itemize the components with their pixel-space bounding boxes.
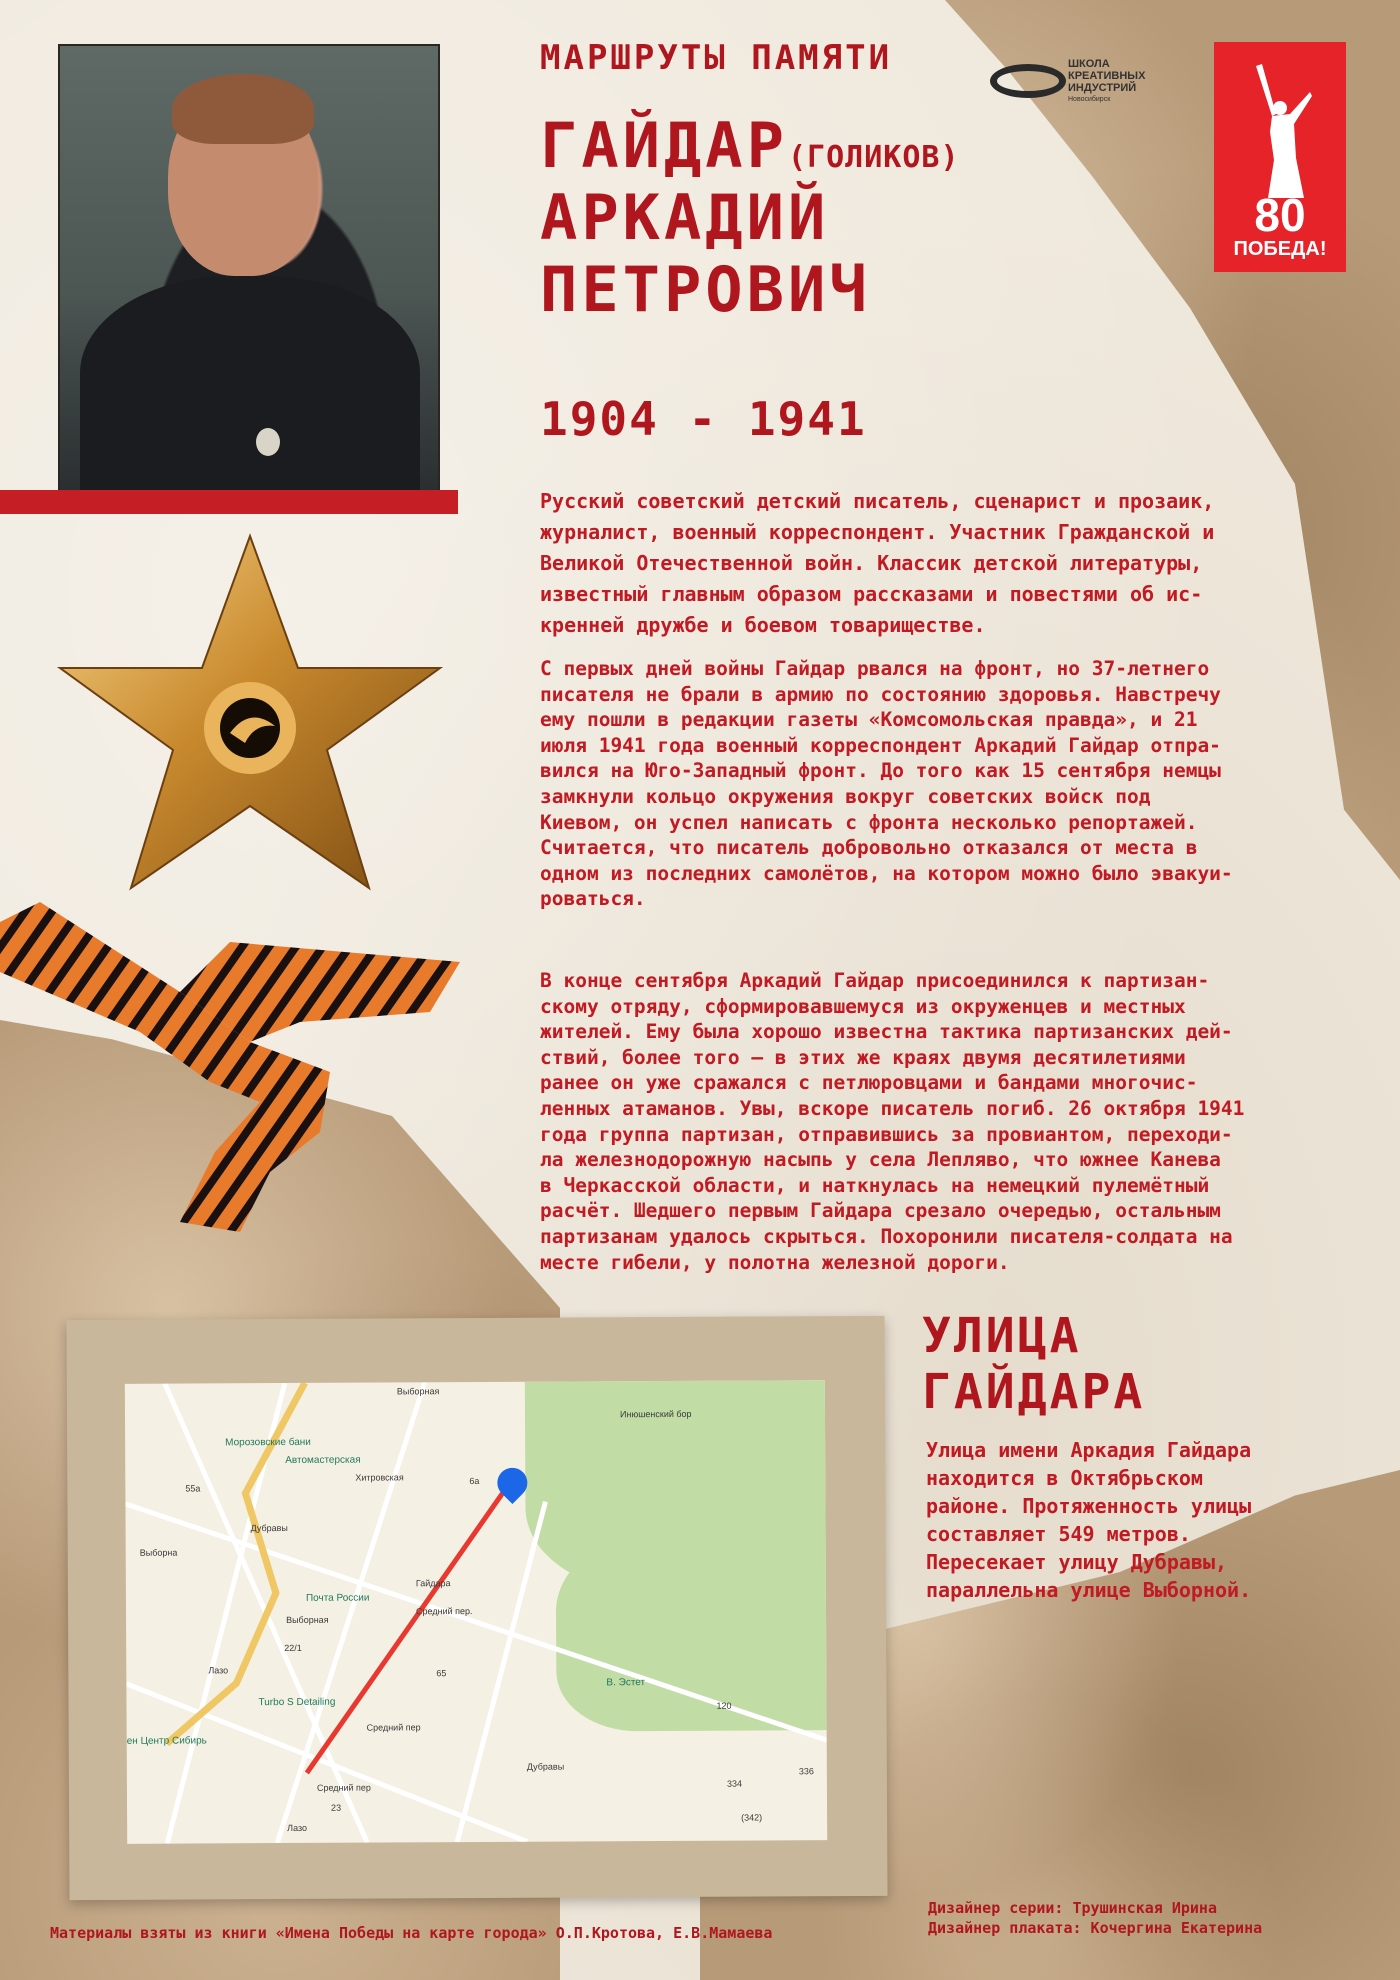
street-title — [922, 1308, 1145, 1420]
red-accent-bar — [0, 490, 458, 514]
person-name — [540, 110, 960, 326]
series-title: МАРШРУТЫ ПАМЯТИ — [540, 38, 893, 78]
map-label-23: 23 — [331, 1802, 342, 1813]
designer-credits — [928, 1898, 1262, 1938]
bio-death: В конце сентября Аркадий Гайдар присоединился к партизан- скому отряду, сформировавшемуся из окруженцев и местных жителей. Ему была хорошо известна тактика партизанских дей- ствий, более того – в этих же краях двумя десятилетиями ранее он уже сражался с петлюровцами и бандами многочис- ленных атаманов. Увы, вскоре писатель погиб. 26 октября 1941 года группа партизан, отправившись за провиантом, переходи- ла железнодорожную насыпь у села Лепляво, что южнее Канева в Черкасской области, и наткнулась на немецкий пулемётный расчёт. Шедшего первым Гайдара срезало очередью, остальным партизанам удалось скрыться. Похоронили писателя-солдата на месте гибели, у полотна железной дороги. — [540, 969, 1245, 1274]
map-label-estet: В. Эстет — [606, 1677, 646, 1689]
motherland-statue-icon — [1246, 62, 1314, 202]
life-years: 1904 - 1941 — [540, 392, 867, 446]
bio-war: С первых дней войны Гайдар рвался на фронт, но 37-летнего писателя не брали в армию по состоянию здоровья. Навстречу ему пошли в редакции газеты «Комсомольская правда», и 21 июля 1941 года военный корреспондент Аркадий Гайдар отпра- вился на Юго-Западный фронт. До того как 15 сентября немцы замкнули кольцо окружения вокруг советских войск под Киевом, он успел написать с фронта несколько репортажей. Считается, что писатель добровольно отказался от места в одном из последних самолётов, на котором можно было эвакуи- роваться. — [540, 657, 1233, 911]
portrait-body — [80, 276, 420, 492]
school-logo-line2: КРЕАТИВНЫХ — [1068, 70, 1146, 82]
school-logo-city: Новосибирск — [1068, 96, 1111, 103]
map-label-baths: Морозовские бани — [225, 1436, 311, 1449]
map-label-336: 336 — [798, 1766, 814, 1777]
map-label-hitrovskaya: Хитровская — [355, 1472, 404, 1483]
map-label-120: 120 — [716, 1700, 732, 1711]
map-label-detailing: Turbo S Detailing — [258, 1696, 336, 1709]
st-george-ribbon-icon — [0, 902, 460, 1232]
map-label-vybornaya2: Выборная — [286, 1614, 329, 1625]
red-star-gold-icon — [55, 528, 445, 896]
map-label-dubravy2: Дубравы — [526, 1761, 565, 1772]
map-label-334: 334 — [726, 1778, 742, 1789]
school-logo-ring-icon — [990, 64, 1066, 98]
school-logo-line1: ШКОЛА — [1068, 58, 1110, 70]
portrait-photo — [58, 44, 440, 494]
map-label-6a: 6а — [469, 1475, 480, 1487]
victory-number: 80 — [1254, 189, 1306, 241]
patronymic: ПЕТРОВИЧ — [540, 253, 871, 326]
map-frame — [66, 1316, 887, 1900]
map-roads — [125, 1380, 827, 1844]
map-label-forest: Инюшенский бор — [619, 1408, 692, 1420]
map-label-lazo2: Лазо — [287, 1822, 308, 1833]
map-label-sredny1: Средний пер. — [415, 1606, 473, 1617]
school-logo — [990, 58, 1190, 118]
school-logo-text — [1068, 58, 1145, 106]
map-label-lazo1: Лазо — [208, 1665, 229, 1676]
victory-80-logo — [1214, 42, 1346, 272]
map-label-vybornaya3: Выборна — [139, 1547, 178, 1558]
map-label-auto: Автомастерская — [285, 1454, 361, 1467]
surname: ГАЙДАР — [540, 109, 788, 182]
map-label-center: ен Центр Сибирь — [126, 1735, 207, 1747]
map-label-sredny2: Средний пер — [316, 1782, 371, 1793]
first-name: АРКАДИЙ — [540, 181, 830, 254]
source-credit: Материалы взяты из книги «Имена Победы на карте города» О.П.Кротова, Е.В.Мамаева — [50, 1924, 773, 1942]
map-label-55a: 55а — [185, 1483, 201, 1494]
portrait-hair — [172, 74, 314, 144]
poster-designer: Дизайнер плаката: Кочергина Екатерина — [928, 1919, 1263, 1937]
map-label-dubravy1: Дубравы — [250, 1522, 288, 1534]
street-map[interactable] — [125, 1380, 827, 1844]
street-title-line2: ГАЙДАРА — [922, 1364, 1146, 1420]
map-label-sredny3: Средний пер — [366, 1722, 421, 1733]
map-label-vybornaya1: Выборная — [396, 1386, 440, 1397]
victory-word: ПОБЕДА! — [1233, 238, 1327, 260]
bio-intro: Русский советский детский писатель, сценарист и прозаик, журналист, военный корреспондент. Участник Гражданской и Великой Отечественной войн. Классик детской литературы, известный главным образом рассказами и повестями об ис- кренней дружбе и боевом товариществе. — [540, 489, 1215, 637]
map-label-221: 22/1 — [284, 1642, 302, 1654]
street-description: Улица имени Аркадия Гайдара находится в Октябрьском районе. Протяженность улицы составляет 549 метров. Пересекает улицу Дубравы, параллельна улице Выборной. — [926, 1438, 1252, 1602]
real-surname: (ГОЛИКОВ) — [787, 140, 960, 175]
street-title-line1: УЛИЦА — [922, 1308, 1082, 1364]
series-designer: Дизайнер серии: Трушинская Ирина — [928, 1899, 1217, 1917]
map-label-gaidara: Гайдара — [415, 1578, 451, 1589]
map-label-342: (342) — [741, 1812, 763, 1823]
portrait-badge — [256, 428, 280, 456]
map-label-post: Почта России — [305, 1592, 370, 1604]
school-logo-line3: ИНДУСТРИЙ — [1068, 82, 1137, 94]
map-label-65: 65 — [436, 1668, 447, 1679]
name-line1 — [540, 110, 960, 182]
